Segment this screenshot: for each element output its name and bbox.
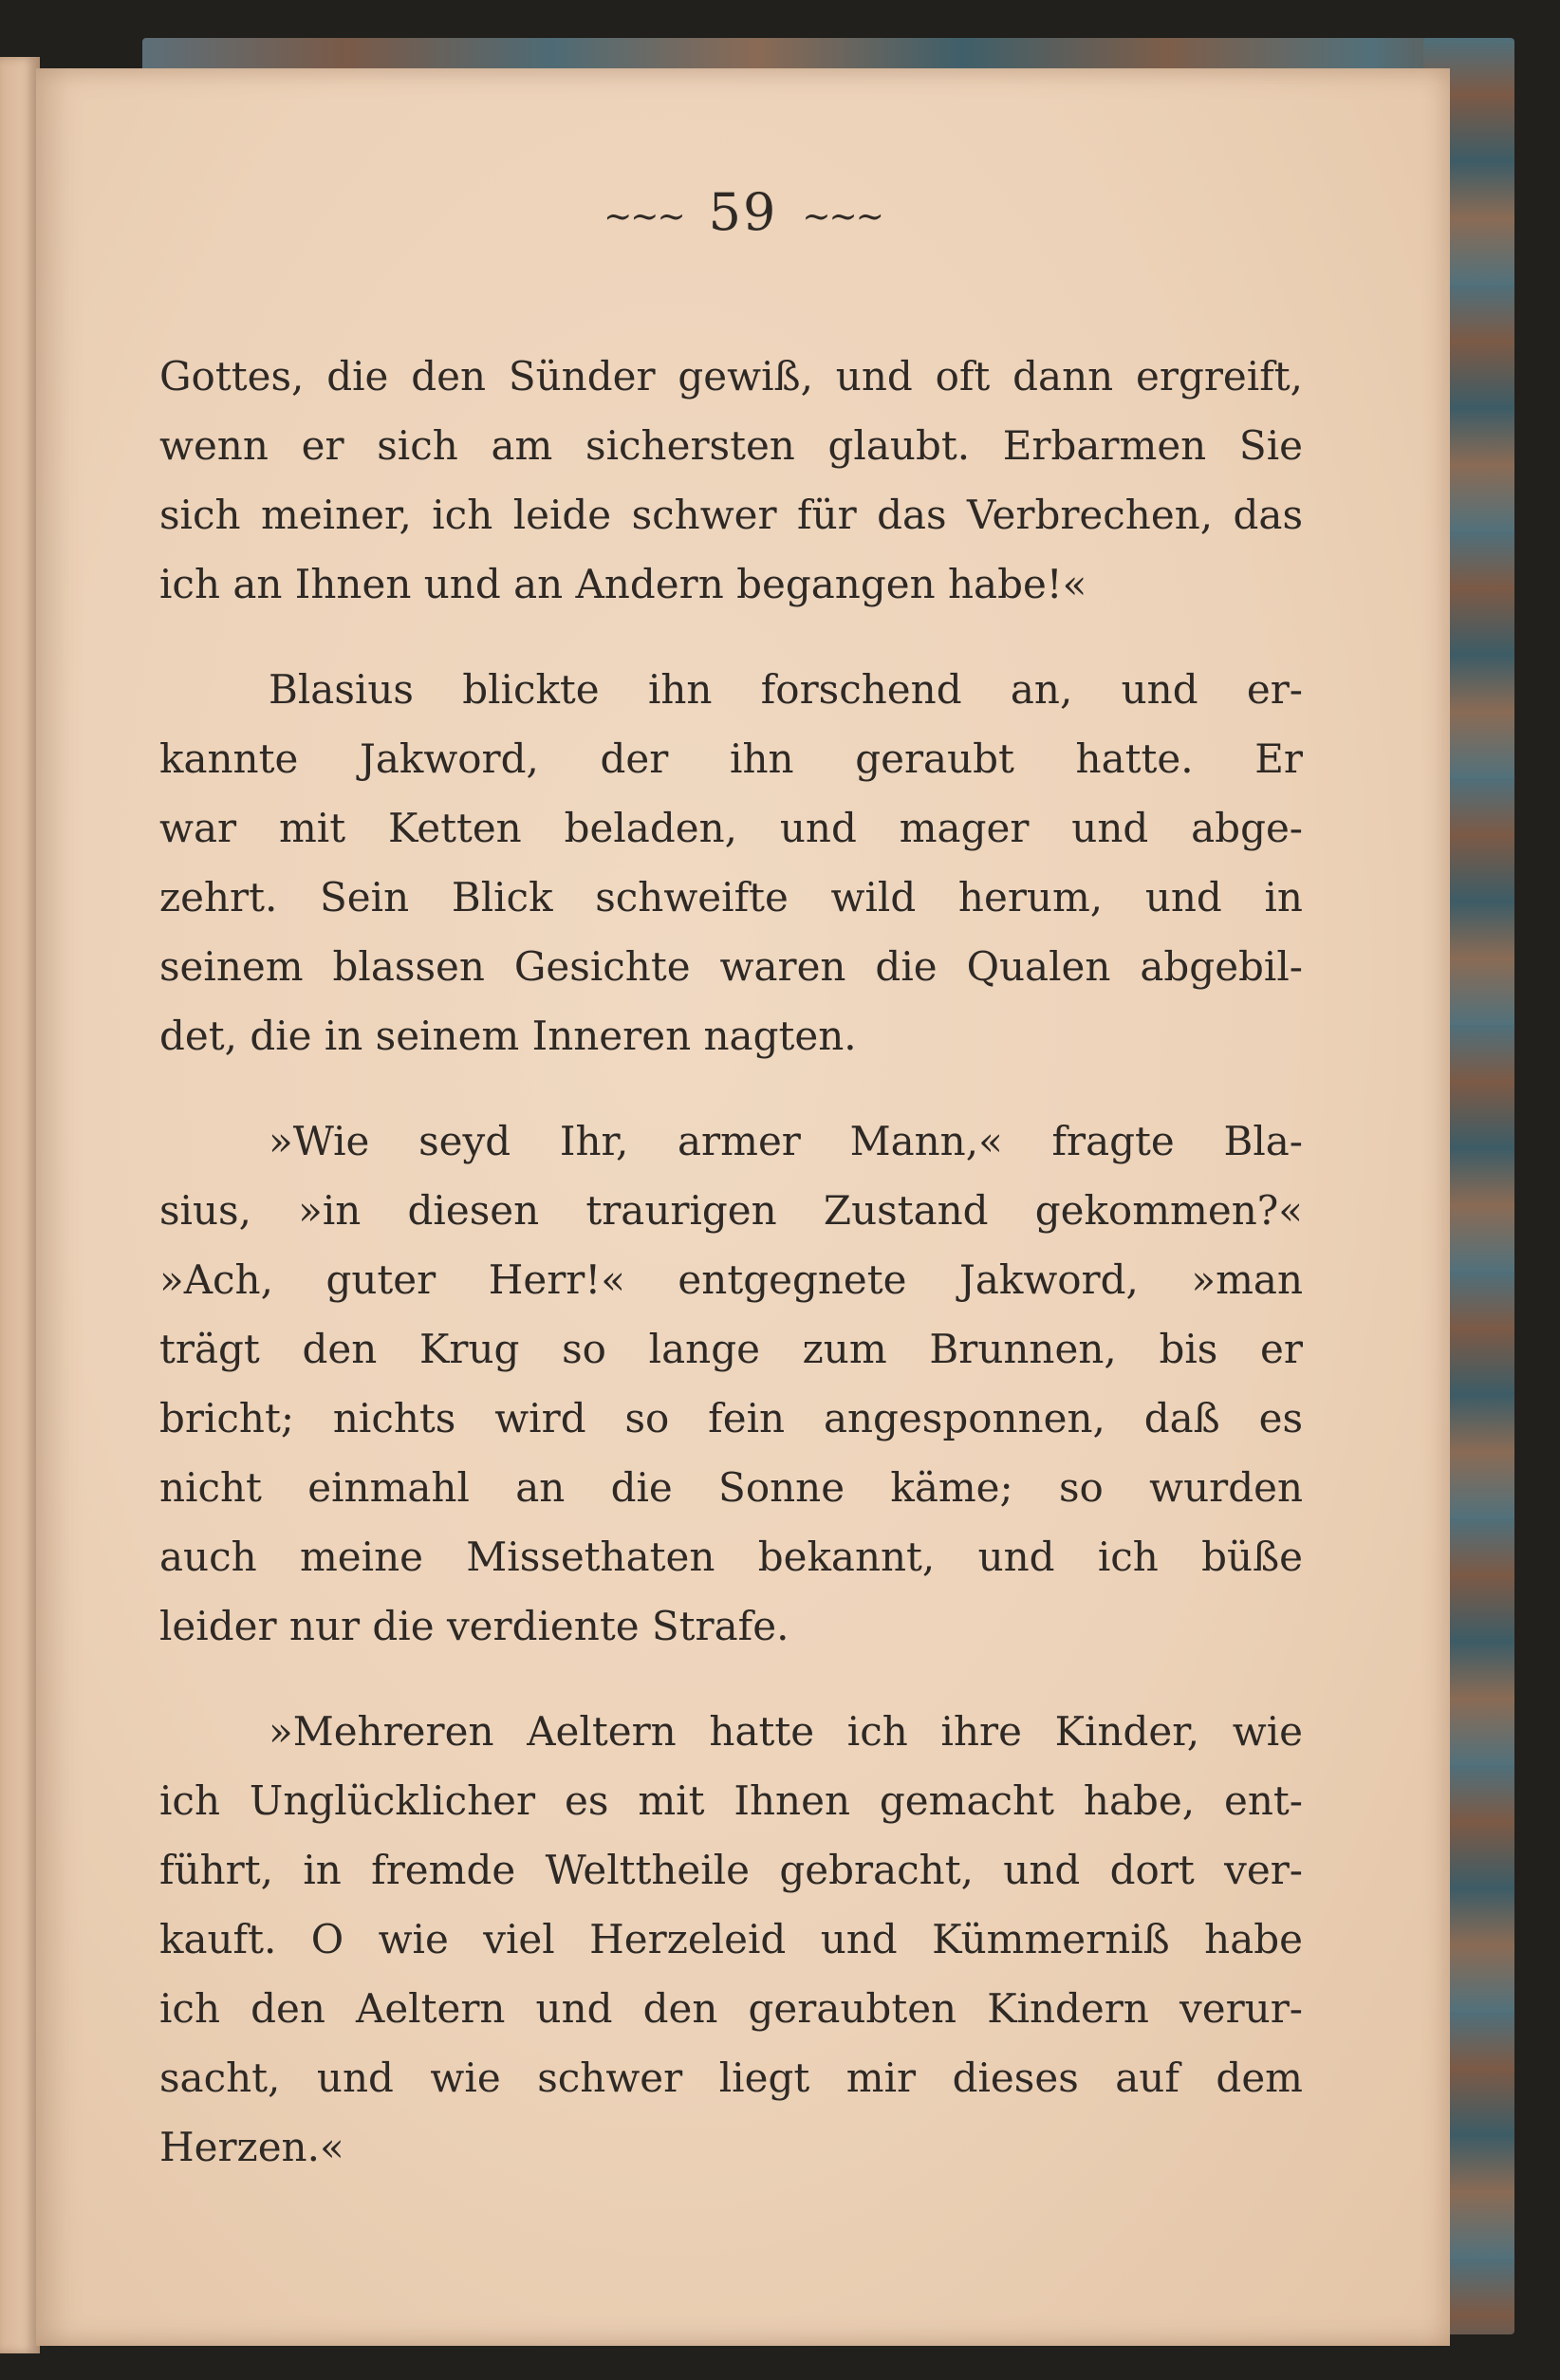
header-ornament-left: ~~~ [604,196,684,236]
text-line: auch meine Missethaten bekannt, und ich büße [159,1534,1303,1580]
header-ornament-right: ~~~ [802,196,882,236]
text-line: war mit Ketten beladen, und mager und abge- [159,805,1303,851]
paragraph [159,342,1303,619]
text-line: trägt den Krug so lange zum Brunnen, bis er [159,1326,1303,1372]
text-line: Blasius blickte ihn forschend an, und er- [269,666,1303,713]
text-line: ich Unglücklicher es mit Ihnen gemacht habe, ent- [159,1777,1303,1824]
page-header [36,182,1450,242]
page-body [159,342,1303,2182]
paragraph [159,655,1303,1070]
text-line: Herzen.« [159,2124,344,2170]
text-line: Gottes, die den Sünder gewiß, und oft dann ergreift, [159,353,1303,400]
text-line: »Mehreren Aeltern hatte ich ihre Kinder, wie [269,1708,1303,1755]
paragraph-gap [159,1070,1303,1106]
facing-page-edge [0,57,36,2353]
text-line: ich den Aeltern und den geraubten Kindern verur- [159,1985,1303,2032]
text-line: führt, in fremde Welttheile gebracht, und dort ver- [159,1847,1303,1893]
text-line: sich meiner, ich leide schwer für das Verbrechen, das [159,492,1303,538]
text-line: zehrt. Sein Blick schweifte wild herum, und in [159,874,1303,920]
text-line: seinem blassen Gesichte waren die Qualen abgebil- [159,943,1303,990]
text-line: »Ach, guter Herr!« entgegnete Jakword, »man [159,1256,1303,1303]
paragraph [159,1106,1303,1661]
paragraph [159,1697,1303,2182]
paragraph-gap [159,619,1303,655]
text-line: sacht, und wie schwer liegt mir dieses auf dem [159,2055,1303,2101]
text-line: bricht; nichts wird so fein angesponnen, daß es [159,1395,1303,1441]
text-line: wenn er sich am sichersten glaubt. Erbarmen Sie [159,422,1303,469]
page-number: 59 [708,182,778,242]
text-line: kauft. O wie viel Herzeleid und Kümmerniß habe [159,1916,1303,1962]
text-line: det, die in seinem Inneren nagten. [159,1013,857,1059]
text-line: kannte Jakword, der ihn geraubt hatte. Er [159,735,1303,782]
paragraph-gap [159,1661,1303,1697]
book-page [36,68,1450,2346]
text-line: nicht einmahl an die Sonne käme; so wurden [159,1464,1303,1511]
text-line: leider nur die verdiente Strafe. [159,1603,789,1649]
text-line: sius, »in diesen traurigen Zustand gekommen?« [159,1187,1303,1234]
text-line: ich an Ihnen und an Andern begangen habe!« [159,561,1087,607]
text-line: »Wie seyd Ihr, armer Mann,« fragte Bla- [269,1118,1303,1164]
